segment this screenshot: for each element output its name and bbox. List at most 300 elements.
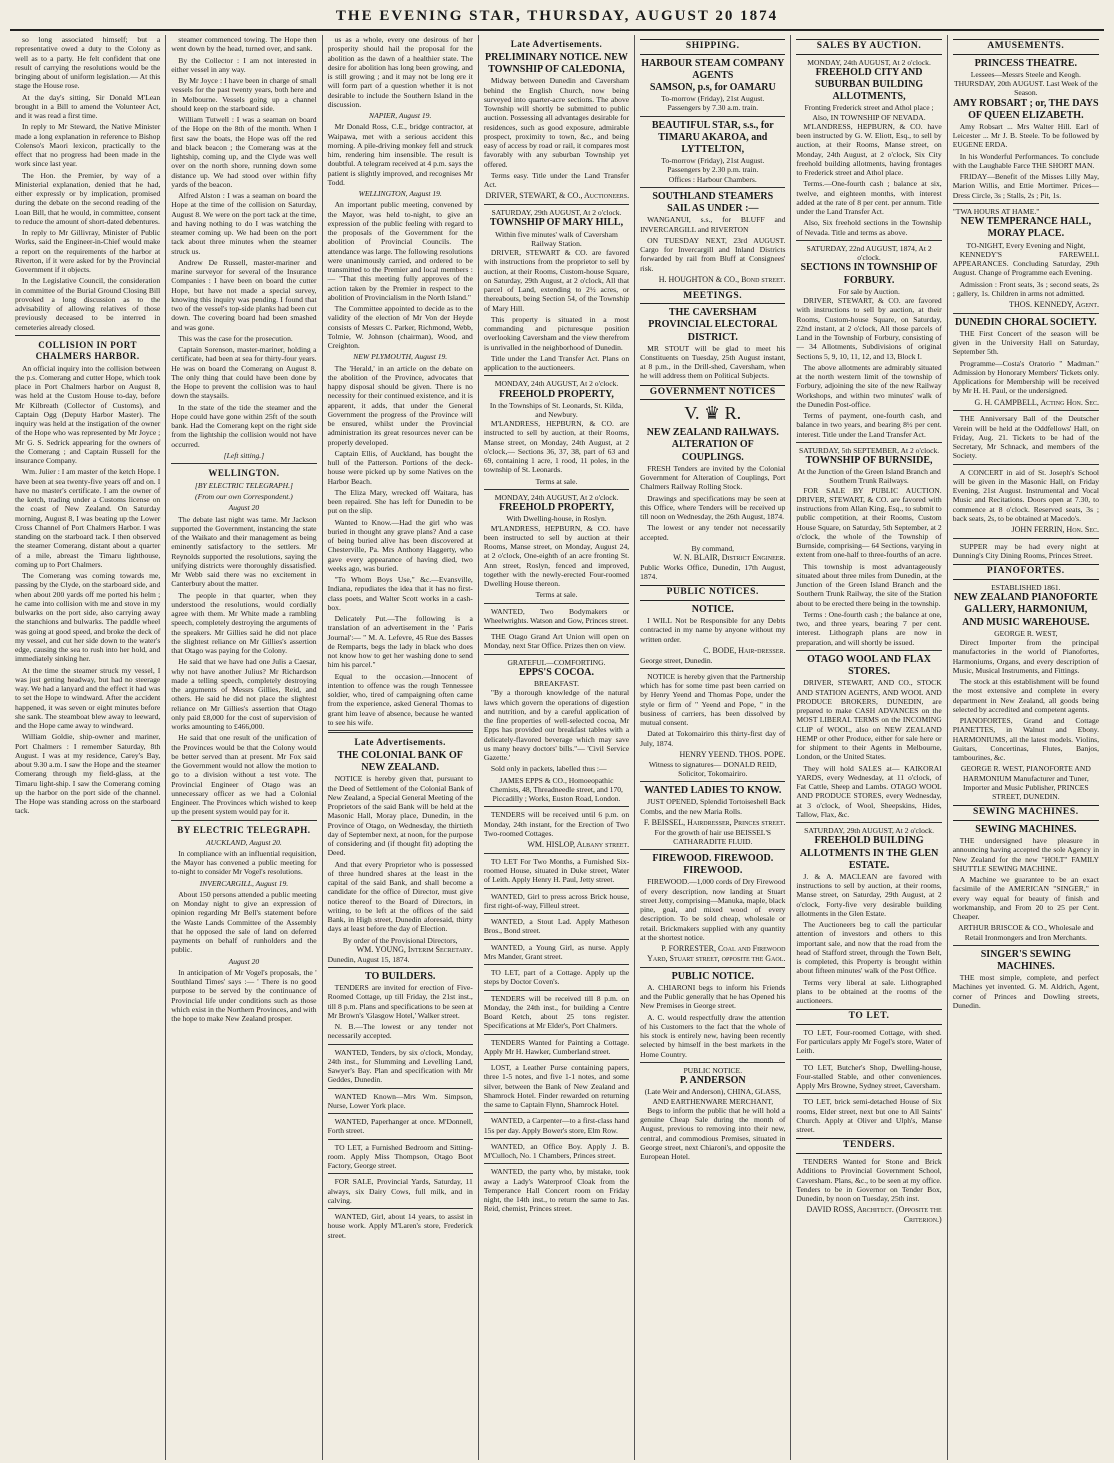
left-sitting-note: [Left sitting.] xyxy=(223,450,265,460)
divider xyxy=(328,1173,473,1174)
column-6 xyxy=(791,35,947,1460)
advertisement xyxy=(640,971,785,1059)
advertisement: WANTED, a Young Girl, as nurse. Apply Mrs Mander, Grant street. xyxy=(483,942,630,961)
advertisement xyxy=(640,403,785,581)
section-heading-auctions: SALES BY AUCTION. xyxy=(796,39,941,55)
section-heading-meetings: MEETINGS. xyxy=(640,289,785,305)
ad-note: Title under the Land Transfer Act. Plans on application to the auctioneers. xyxy=(483,353,630,373)
advertisement xyxy=(953,317,1099,408)
ad-body: A Machine we guarantee to be an exact facsimile of the AMERICAN "SINGER," in every way equal for beauty of finish and workmanship, and From 20 to 25 per Cent. Cheaper. xyxy=(952,875,1099,922)
advertisement: SUPPER may be had every night at Dunning's City Dining Rooms, Princes Street. xyxy=(952,541,1099,561)
ad-title: FREEHOLD CITY AND SUBURBAN BUILDING ALLOTMENTS, xyxy=(815,66,924,103)
column-4 xyxy=(479,35,635,1460)
byline: (From our own Correspondent.) xyxy=(195,492,293,502)
advertisement: TO LET, Four-roomed Cottage, with shed. For particulars apply Mr Fogel's store, Water of Leith. xyxy=(796,1027,942,1056)
ad-body: Drawings and specifications may be seen at this Office, where Tenders will be received up till noon on Wednesday, the 26th August, 1874. xyxy=(640,493,786,522)
article-paragraph: In the state of the tide the steamer and the Hope could have gone within 25ft of the south bank. Had the Comerang kept on the right side from the lightship the collision would not have occurred. xyxy=(171,402,317,449)
column-2 xyxy=(166,35,322,1460)
advertisement xyxy=(796,446,941,647)
ad-body: M'LANDRESS, HEPBURN, & CO. are instructed to sell by auction, at their Rooms, Manse street, on Monday, 24th August, at 2 o'clock,— Sections 36, 37, 38, part of 63 and 69, containing 1 acre, 1 rood, 11 poles, in the township of St. Leonards. xyxy=(483,419,630,475)
ad-body: TENDERS are invited for erection of Five-Roomed Cottage, up till Friday, the 21st inst., till 8 p.m. Plans and specifications to be seen at Mr Brown's 'Glasgow Hotel,' Walker street. xyxy=(327,983,473,1020)
advertisement xyxy=(796,244,941,439)
divider xyxy=(640,1062,785,1063)
advertisement: THE Anniversary Ball of the Deutscher Verein will be held at the Oddfellows' Hall, on Friday, Aug. 21. Tickets to be had of the Secretary, Mr Schnack, and members of the Society. xyxy=(952,414,1099,461)
ad-title: TOWNSHIP OF BURNSIDE, xyxy=(805,455,933,467)
ad-body: Sold only in packets, labelled thus :— xyxy=(490,764,607,774)
ad-body: To-morrow (Friday), 21st August. xyxy=(661,94,765,104)
advertisement: WANTED, the party who, by mistake, took away a Lady's Waterproof Cloak from the Temperance Hall Concert room on Friday night, the 14th inst., to return the same to Jas. Reid, chemist, Princes street. xyxy=(483,1167,630,1214)
article-paragraph: In anticipation of Mr Vogel's proposals, the ' Southland Times' says :— ' There is no good purpose to be served by the continuance of Provincial life under conditions such as those which exist in the Northern Provinces, and with the hope to make New Zealand prosper. xyxy=(171,967,317,1024)
section-heading-amusements: AMUSEMENTS. xyxy=(953,39,1099,55)
article-paragraph: The Comerang was coming towards me, passing by the Clyde, on the starboard side, and when about 200 yards off me ported his helm ; he came into collision with me and stove in my bulwarks on the port side, also carrying away the stanchions and bulwarks. The paddle wheel was going at good speed, and broke the deck of my vessel, and cut her side down to the water's edge, causing the sea to rush into her hold, and immediately sinking her. xyxy=(15,571,161,664)
ad-date: MONDAY, 24th AUGUST, At 2 o'clock. xyxy=(807,57,931,67)
article-paragraph: In reply to Mr Steward, the Native Minister made a long explanation in reference to Bishop Colenso's Maori lexicon, practically to the effect that no progress had been made in the work since last year. xyxy=(15,122,161,169)
article-paragraph: In the Legislative Council, the consideration in committee of the Burial Ground Closing Bill provoked a long discussion as to the advisability of allowing relatives of those previously deceased to be interred in cemeteries already closed. xyxy=(15,276,161,332)
ad-title: TO BUILDERS. xyxy=(365,970,436,982)
divider xyxy=(640,781,785,782)
divider xyxy=(328,1044,473,1045)
ad-established: ESTABLISHED 1861. xyxy=(991,583,1061,593)
ad-sub: Within five minutes' walk of Caversham Railway Station. xyxy=(495,229,618,248)
advertisement xyxy=(328,971,473,1041)
ad-witness: Witness to signatures— DONALD REID, Solicitor, Tokomairiro. xyxy=(648,759,777,778)
ad-title: NOTICE. xyxy=(691,603,734,615)
ad-sub: At the Junction of the Green Island Branch and Southern Trunk Railways. xyxy=(797,467,941,486)
ad-signature: JOHN FERRIN, Hon. Sec. xyxy=(1011,525,1099,535)
advertisement: THE Otago Grand Art Union will open on Monday, next Star Office. Prizes then on view. xyxy=(483,632,630,651)
ad-place: George street, Dunedin. xyxy=(640,655,713,665)
section-heading-public-notices: PUBLIC NOTICES. xyxy=(640,585,785,601)
ad-body: THE undersigned have pleasure in announcing having accepted the sole Agency in New Zealand for the new "HOLT" FAMILY SHUTTLE SEWING MACHINE. xyxy=(952,836,1099,873)
article-paragraph: In reply to Mr Gillivray, Minister of Public Works, said the Engineer-in-Chief would make a report on the requirements of the harbor at Riverton, if it were asked for by the Provincial Government if it objects. xyxy=(15,228,161,274)
article-paragraph: At the day's sitting, Sir Donald M'Lean brought in a Bill to amend the Volunteer Act, and it was read a first time. xyxy=(15,92,161,120)
dateline: AUCKLAND, August 20. xyxy=(206,837,282,847)
ad-title: FIREWOOD. FIREWOOD. FIREWOOD. xyxy=(652,853,774,877)
article-paragraph: Wm. Julier : I am master of the ketch Hope. I have been at sea twenty-five years off and on. I have no master's certificate. I am the owner of the ketch, trading under a Customs license on the coast of New Zealand. On Saturday morning, August 8, I was beating up the Lower Cross Channel of Port Chalmers Harbor. I was standing on the starboard tack. I then observed the steamer Comerang, distant about a quarter of a mile, abreast the Timaru lighthouse, coming up to Port Chalmers. xyxy=(15,467,161,569)
ad-sub: Lessees—Messrs Steele and Keogh. THURSDAY, 20th AUGUST. Last Week of the Season. xyxy=(953,69,1098,98)
ad-body: FRESH Tenders are invited by the Colonial Government for Alteration of Couplings, Port Chalmers Railway Rolling Stock. xyxy=(640,463,786,492)
ad-title: GRATEFUL—COMFORTING. xyxy=(507,657,606,667)
ad-body: THE First Concert of the season will be given in the University Hall on Saturday, September 5th. xyxy=(952,328,1099,357)
divider xyxy=(484,1059,629,1060)
dateline: NEW PLYMOUTH, August 19. xyxy=(353,352,448,362)
dateline: August 20 xyxy=(228,956,260,966)
advertisement xyxy=(484,208,629,372)
ad-title: NEW ZEALAND RAILWAYS. ALTERATION OF COUPLINGS. xyxy=(646,427,779,463)
section-heading-government: GOVERNMENT NOTICES xyxy=(640,385,785,401)
ad-note: Passengers by 7.30 a.m. train. xyxy=(667,103,759,113)
article-paragraph: An important public meeting, convened by the Mayor, was held to-night, to give an expression of the public feeling with regard to the proposals of the Government for the abolition of Provincial Councils. The attendance was large. The following resolutions were unanimously carried, and ordered to be transmitted to the Premier and local members :— "That this meeting fully approves of the action taken by the Premier in respect to the abolition of Provincialism in the North Island." xyxy=(327,200,473,302)
ad-name: GEORGE R. WEST, xyxy=(994,628,1058,638)
ad-body: Begs to inform the public that he will hold a genuine Cheap Sale during the month of August, previous to removing into their new, central, and commodious Premises, situated in George street, next Chiaroni's, and opposite the European Hotel. xyxy=(640,1105,786,1162)
ad-title: NEW ZEALAND PIANOFORTE GALLERY, HARMONIUM, AND MUSIC WAREHOUSE. xyxy=(953,592,1098,628)
article-paragraph: The debate last night was tame. Mr Jackson supported the Government, instancing the state of the Waikato and their management as being eminently satisfactory to the settlers. Mr Reynolds supported the resolutions, saying the unifying districts were thoroughly dissatisfied. Mr Webb said there was no excitement in Canterbury about the matter. xyxy=(171,514,317,589)
section-heading-shipping: SHIPPING. xyxy=(640,39,785,55)
ad-signature: ARTHUR BRISCOE & CO., Wholesale and Retail Ironmongers and Iron Merchants. xyxy=(958,923,1094,942)
ad-signature: WM. HISLOP, Albany street. xyxy=(527,840,630,850)
divider xyxy=(15,335,160,336)
ad-body: THE most simple, complete, and perfect Machines yet invented. G. M. Aldrich, Agent, corner of Princes and Dowling streets, Dunedin. xyxy=(952,973,1099,1010)
ad-body: FIREWOOD.—1,000 cords of Dry Firewood of every description, now landing at Stuart street Jetty, comprising—Manuka, maple, black pine, goal, and mixed wood of every description. To be sold cheap, wholesale or retail. Brickmakers supplied with any quantity at the shortest notice. xyxy=(640,877,786,942)
ad-signature: DAVID ROSS, Architect. (Opposite the Criterion.) xyxy=(806,1205,942,1225)
divider xyxy=(484,375,629,376)
divider xyxy=(796,1059,941,1060)
divider xyxy=(796,240,941,241)
divider xyxy=(484,964,629,965)
column-1 xyxy=(10,35,166,1460)
ad-title: "TWA HOURS AT HAME." xyxy=(952,206,1040,216)
ad-note: Terms very liberal at sale. Lithographed plans to be obtained at the rooms of the auctioneers. xyxy=(796,977,942,1006)
article-paragraph: "To Whom Boys Use," &c.—Evansville, Indiana, repudiates the idea that it has no first-class poets, and Walter Scott works in a cash-box. xyxy=(327,575,473,612)
ad-order: By command, xyxy=(691,543,735,553)
article-paragraph: Captain Ellis, of Auckland, has bought the hull of the Patterson. Portions of the deck-house were picked up by some Natives on the Harbor Beach. xyxy=(327,448,473,486)
divider xyxy=(328,1208,473,1209)
ad-body: MR STOUT will be glad to meet his Constituents on Tuesday, 25th August instant, at 8 p.m., in the Drill-shed, Caversham, when he will address them on Political Subjects. xyxy=(640,343,786,381)
advertisement xyxy=(640,853,785,964)
divider xyxy=(328,1113,473,1114)
ad-title: HARBOUR STEAM COMPANY AGENTS xyxy=(641,57,785,81)
advertisement xyxy=(484,52,629,201)
ad-date: SATURDAY, 22nd AUGUST, 1874, At 2 o'clock. xyxy=(806,243,932,263)
divider xyxy=(328,730,473,733)
byline: [BY ELECTRIC TELEGRAPH.] xyxy=(194,480,293,490)
divider xyxy=(953,313,1099,314)
ad-title: PRELIMINARY NOTICE. NEW TOWNSHIP OF CALEDONIA, xyxy=(485,51,628,76)
article-paragraph: He said that one result of the unification of the Provinces would be that the Colony would be better served than at present. Mr Fox said the Government would not allow the motion to go to a division without a test vote. The Provincial Engineer of Otago was an unnecessary officer as we had a Colonial Engineer. The Provinces which wished to keep up the present system would pay for it. xyxy=(171,733,317,817)
advertisement xyxy=(953,216,1099,310)
divider xyxy=(953,945,1099,946)
ad-note: Terms of payment, one-fourth cash, and balance in two years, and bearing 8½ per cent. interest. Title under the Land Transfer Act. xyxy=(796,411,942,439)
article-paragraph: By the Collector : I am not interested in either vessel in any way. xyxy=(171,55,317,74)
ad-ship: BEAUTIFUL STAR, s.s., for TIMARU AKAROA, and LYTTELTON, xyxy=(651,119,774,156)
ad-note: N. B.—The lowest or any tender not necessarily accepted. xyxy=(327,1022,473,1041)
divider xyxy=(484,806,629,807)
ad-signature: DRIVER, STEWART, & CO., Auctioneers. xyxy=(485,191,630,201)
headline-telegraph: BY ELECTRIC TELEGRAPH. xyxy=(177,824,311,835)
article-paragraph: Equal to the occasion.—Innocent of intention to offence was the rough Tennessee soldier, who, tired of campaigning often came from the experience, asked General Thomas to grant him leave of absence, because he wanted to see his wife. xyxy=(327,671,473,727)
advertisement xyxy=(640,604,785,665)
ad-signature: F. BEISSEL, Hairdresser, Princes street. xyxy=(643,817,786,827)
ad-body: NOTICE is hereby given that the Partnership which has for some time past been carried on by Henry Yeend and Thomas Pope, under the style or firm of " Yeend and Pope, " in the business of carriers, has been dissolved by mutual consent. xyxy=(640,671,786,728)
article-paragraph: us as a whole, every one desirous of her prosperity should hail the proposal for the abolition as the dawn of a healthier state. The desire for abolition has long been growing, and is still growing ; and it may not be long ere it will form part of a question whether it is not desirable to include the Southern Island in the discussion. xyxy=(327,35,473,109)
ad-order: By order of the Provisional Directors, xyxy=(342,935,458,945)
headline-collision: COLLISION IN PORT CHALMERS HARBOR. xyxy=(35,339,140,361)
advertisement xyxy=(640,785,785,846)
dateline: INVERCARGILL, August 19. xyxy=(199,878,289,888)
ad-title: FREEHOLD PROPERTY, xyxy=(499,388,614,400)
ad-body: M'LANDRESS, HEPBURN, & CO. have been instructed by G. W. Eliott, Esq., to sell by auction, at their Rooms, Manse street, on Monday, 24th August, at 2 o'clock, Six City freehold building allotments, having frontages to Frederick street and Athol place. xyxy=(796,121,942,178)
ad-office: Public Works Office, Dunedin, 17th August, 1874. xyxy=(640,562,786,582)
advertisement xyxy=(640,58,785,113)
ad-note: Terms.—One-fourth cash ; balance at six, twelve, and eighteen months, with interest added at the rate of 8 per cent. per annum. Title under the Land Transfer Act. xyxy=(796,179,942,217)
divider xyxy=(640,187,785,188)
article-paragraph: Andrew De Russell, master-mariner and marine surveyor for several of the Insurance Companies : I have been on board the cutter Hope, but have not made a special survey, knowing this inquiry was pending. I found that two of the vessel's top-side planks had been cut down. The covering board had been smashed and was gone. xyxy=(171,257,317,332)
ad-body: M'LANDRESS, HEPBURN, & CO. have been instructed to sell by auction at their Rooms, Manse street, on Monday, August 24, at 2 o'clock, One-eighth of an acre fronting St. Ann street, Roslyn, fenced and improved, together with the newly-erected Four-roomed Dwelling House thereon. xyxy=(483,523,630,589)
ad-date: SATURDAY, 29th AUGUST, At 2 o'clock. xyxy=(804,826,935,836)
columns xyxy=(10,35,1104,1460)
article-paragraph: steamer commenced towing. The Hope then went down by the head, turned over, and sank. xyxy=(171,35,317,54)
ad-sub: BREAKFAST. xyxy=(533,679,580,689)
masthead xyxy=(10,8,1104,31)
advertisement xyxy=(328,750,473,964)
article-paragraph: The Eliza Mary, wrecked off Waitara, has been repaired. She has left for Dunedin to be put on the slip. xyxy=(327,487,473,516)
ad-date: SATURDAY, 29th AUGUST, At 2 o'clock. xyxy=(491,208,622,218)
ad-sub: TO-NIGHT, Every Evening and Night, xyxy=(966,240,1086,250)
advertisement: WANTED, Girl to press across Brick house, first right-of-way, Filleul street. xyxy=(483,891,630,910)
advertisement xyxy=(796,58,941,237)
ad-body: FRIDAY—Benefit of the Misses Lilly May, Marion Willis, and Ettie Mortimer. Prices—Dress Circle, 3s ; Stalls, 2s ; Pit, 1s. xyxy=(952,172,1099,200)
advertisement xyxy=(640,1066,785,1161)
article-paragraph: The Hon. the Premier, by way of a Ministerial explanation, denied that he had, either expressly or by implication, promised during the debate on the second reading of the Loan Bill, that he would, in committee, consent to reduce the amount of short-dated debentures. xyxy=(15,170,161,226)
ad-body: This property is situated in a most commanding and picturesque position overlooking Caversham and the view therefrom is unrivalled in the neighborhood of Dunedin. xyxy=(483,314,630,352)
article-paragraph: An official inquiry into the collision between the p.s. Comerang and cutter Hope, which took place in Port Chalmers harbor on August 8, was held at the Custom House to-day, before Mr Kilbreath (Collector of Customs), and Captain Ogg (Deputy Harbor Master). The inquiry was held at the instigation of the owner of the Hope who was represented by Mr Joyce ; Mr G. S. Sedrick appearing for the owners of the Comerang ; and Captain Russell for the insurance Company. xyxy=(15,363,161,466)
advertisement xyxy=(640,191,785,285)
divider xyxy=(484,628,629,629)
divider xyxy=(328,967,473,968)
advertisement: TO LET, a Furnished Bedroom and Sitting-room. Apply Miss Thompson, Otago Boot Factory, George street. xyxy=(327,1142,473,1171)
ad-body: DRIVER, STEWART & CO. are favored with instructions from the proprietor to sell by auction, at their Rooms, Custom-house Square, on Saturday, 29th August, at 2 o'clock, All that parcel of Land, extending to 2½ acres, or thereabouts, being Section 54, of the Township of Mary Hill. xyxy=(483,248,630,313)
headline-late-ads: Late Advertisements. xyxy=(354,737,446,747)
ad-body: A. C. would respectfully draw the attention of his Customers to the fact that the whole of his stock is entirely new, having been recently selected by himself in the best markets in the Home Country. xyxy=(640,1012,786,1059)
ad-title: FREEHOLD PROPERTY, xyxy=(499,502,614,514)
ad-body: DRIVER, STEWART, & CO. are favored with instructions to sell by auction, at their Rooms, Custom-house Square, on Saturday, 22nd instant, at 2 o'clock, All those parcels of Land in the Township of Forbury, consisting of— 34 Allotments, Subdivisions of original Sections 5, 9, 10, 11, 12, and 13, Block I. xyxy=(796,296,942,361)
section-heading-sewing: SEWING MACHINES. xyxy=(953,805,1099,821)
divider xyxy=(484,1034,629,1035)
ad-signature: H. HOUGHTON & CO., Bond street. xyxy=(658,274,786,284)
article-paragraph: The Committee appointed to decide as to the validity of the election of Mr Von der Heyde consists of Messrs C. Parker, Richmond, Webb, Tolmie, W. Johnson (chairman), Wood, and Creighton. xyxy=(327,304,473,350)
advertisement: WANTED, Paperhanger at once. M'Donnell, Forth street. xyxy=(327,1117,473,1136)
ad-body: The stock at this establishment will be found the most extensive and complete in every department in New Zealand, all goods being selected by accredited and competent agents. xyxy=(952,677,1099,714)
advertisement: LOST, a Leather Purse containing papers, three 1-5 notes, and five 1-1 notes, and some silver, between the Bank of New Zealand and Shamrock Hotel. Finder rewarded on returning the same to Captain Flynn, Shamrock Hotel. xyxy=(483,1063,630,1110)
advertisement xyxy=(484,379,629,486)
ad-title: FREEHOLD BUILDING ALLOTMENTS IN THE GLEN ESTATE. xyxy=(799,835,939,871)
ad-body: Programme—Costa's Oratorio " Madman." Admission by Honorary Members' Tickets only. Applications for Membership will be received by Mr H. H. Paul, or the undersigned. xyxy=(952,358,1099,396)
article-paragraph: Alfred Alston : I was a seaman on board the Hope at the time of the collision on Saturday, August 8. We were on the port tack at the time, and having nothing to do I was watching the steamer coming up. We had been on the port tack about three minutes when the steamer struck us. xyxy=(171,191,317,256)
ad-title: TOWNSHIP OF MARY HILL, xyxy=(489,217,624,229)
ad-title: OTAGO WOOL AND FLAX STORES. xyxy=(807,653,931,678)
advertisement: WANTED, Two Bodymakers or Wheelwrights. Watson and Gow, Princes street. xyxy=(483,606,630,625)
advertisement: WANTED Known—Mrs Wm. Simpson, Nurse, Lower York place. xyxy=(327,1091,473,1110)
ad-title: THE COLONIAL BANK OF NEW ZEALAND. xyxy=(337,749,463,774)
divider xyxy=(484,489,629,490)
ad-body: A. CHIARONI begs to inform his Friends and the Public generally that he has Opened his New Premises in George street. xyxy=(640,982,786,1011)
divider xyxy=(484,603,629,604)
advertisement xyxy=(484,493,629,600)
ad-signature: HENRY YEEND. THOS. POPE. xyxy=(679,749,786,759)
masthead-title: THE EVENING STAR, THURSDAY, AUGUST 20 1874 xyxy=(335,8,779,24)
divider xyxy=(953,410,1099,411)
ad-body: Midway between Dunedin and Caversham behind the English Church, now being surveyed into quarter-acre sections. The above Township will shortly be submitted to public auction. Possessing all advantages desirable for residences, such as good exposure, admirable prospect, proximity to town, &c., and being easy of access by road or rail, it compares most favorably with any suburban Township yet offered. xyxy=(483,76,630,169)
ad-signature: P. FORRESTER, Coal and Firewood Yard, Stuart street, opposite the Gaol. xyxy=(647,944,786,963)
ad-sub: With Dwelling-house, in Roslyn. xyxy=(506,514,607,524)
advertisement-princess-theatre xyxy=(953,58,1099,200)
ad-body: DRIVER, STEWART, AND CO., STOCK AND STATION AGENTS, AND WOOL AND PRODUCE BROKERS, DUNEDIN, are prepared to make CASH ADVANCES on the MOST LIBERAL TERMS on the INCOMING CLIP of WOOL, also on NEW ZEALAND HEMP or other Produce, either for sale here or for shipment to their Agents in Melbourne, London, or the United States. xyxy=(796,678,942,762)
ad-signature: THOS. KENNEDY, Agent. xyxy=(1009,300,1099,310)
dateline: NAPIER, August 19. xyxy=(369,111,432,120)
article-paragraph: William Tutwell : I was a seaman on board of the Hope on the 8th of the month. When I first saw the boats, the Hope was off the red and black beacon ; the Comerang was at the lightship, coming up, and the Clyde was well over on the north shore, running down some distance up. We had stood over within fifty yards of the beacon. xyxy=(171,115,317,189)
ad-title: DUNEDIN CHORAL SOCIETY. xyxy=(955,316,1097,328)
ad-star: AMY ROBSART ; or, THE DAYS OF QUEEN ELIZABETH. xyxy=(953,97,1099,121)
advertisement: WANTED, Girl, about 14 years, to assist in house work. Apply M'Laren's store, Frederick street. xyxy=(327,1212,473,1240)
ad-body: "By a thorough knowledge of the natural laws which govern the operations of digestion and nutrition, and by a careful application of the fine properties of well-selected cocoa, Mr Epps has provided our breakfast tables with a delicately-flavored beverage which may save us many heavy doctors' bills."— 'Civil Service Gazette.' xyxy=(483,688,630,763)
divider xyxy=(640,849,785,850)
advertisement xyxy=(953,824,1099,942)
article-paragraph: The 'Herald,' in an article on the debate on the abolition of the Province, advocates that happy disposal should be given. There is no necessity for their continued existence, and it is apparent, it adds, that under the General Government the progress of the Province will be ensured, whilst under the Provincial administration its great resources never can be properly developed. xyxy=(327,363,473,447)
article-paragraph: In compliance with an influential requisition, the Mayor has convened a public meeting for to-night to consider Mr Vogel's resolutions. xyxy=(171,848,317,877)
ad-sub: In the Townships of St. Leonards, St. Kilda, and Newbury. xyxy=(489,400,624,419)
ad-title: WANTED LADIES TO KNOW. xyxy=(644,785,782,797)
divider xyxy=(484,853,629,854)
article-paragraph: Mr Donald Ross, C.E., bridge contractor, at Waipawa, met with a serious accident this morning. A pile-driving monkey fell and struck him, rendering him insensible. The result is doubtful. A telegram received at 4 p.m. says the patient is slightly improved, and recognises Mr Todd. xyxy=(327,122,473,187)
ad-title: SEWING MACHINES. xyxy=(975,823,1077,835)
article-paragraph: Wanted to Know.—Had the girl who was buried in thought any grave plans? And a case of being buried alive has been discovered at Chesterville, Pa. Mrs Anthony Haggerty, who gave every appearance of having died, two weeks ago, was buried. xyxy=(327,517,473,573)
ad-sub: For sale by Auction. xyxy=(838,286,900,296)
advertisement: TENDERS will be received till 8 p.m. on Monday, the 24th inst., for building a Centre Board Ketch, about 25 tons register. Specifications at Mr Elder's, Port Chalmers. xyxy=(483,993,630,1031)
advertisement: WANTED, a Carpenter—to a first-class hand 15s per day. Apply Bower's store, Elm Row. xyxy=(483,1116,630,1135)
ad-body: In his Wonderful Performances. To conclude with the Laughable Farce THE SHORT MAN. xyxy=(952,151,1099,170)
headline-late-ads: Late Advertisements. xyxy=(510,39,603,49)
dateline: WELLINGTON, August 19. xyxy=(358,189,442,198)
advertisement: WANTED, an Office Boy. Apply J. B. M'Culloch, No. 1 Chambers, Princes street. xyxy=(483,1141,630,1161)
ad-note: Also, Six freehold sections in the Township of Nevada. Title and terms as above. xyxy=(796,218,942,237)
ad-body: KENNEDY'S FAREWELL APPEARANCES. Concluding Saturday, 29th August. Change of Programme each Evening. xyxy=(952,249,1099,278)
ad-signature: G. H. CAMPBELL, Acting Hon. Sec. xyxy=(974,397,1099,407)
divider xyxy=(328,1088,473,1089)
advertisement: WANTED, Tenders, by six o'clock, Monday, 24th inst., for Slumming and Levelling Land, Sawyer's Bay. Plan and specification with Mr Geddes, Dunedin. xyxy=(327,1047,473,1085)
ad-body: I WILL Not be Responsible for any Debts contracted in my name by anyone without my written order. xyxy=(640,616,786,644)
ad-title: THE CAVERSHAM PROVINCIAL ELECTORAL DISTRICT. xyxy=(648,307,778,343)
ad-title: SOUTHLAND STEAMERS SAIL AS UNDER :— xyxy=(652,190,774,215)
ad-body: ON TUESDAY NEXT, 23rd AUGUST. Cargo for Invercargill and Inland Districts forwarded by rail from Bluff at Consignees' risk. xyxy=(640,235,786,273)
article-paragraph: William Goldie, ship-owner and mariner, Port Chalmers : I remember Saturday, 8th August. I was at my residence, Carey's Bay, about 9.30 a.m. I saw the Hope and the steamer Comerang through my field-glass, at the Timaru light-ship. I saw the Comerang coming up the harbor on the port side of the channel. The Hope was standing across on the starboard tack. xyxy=(15,732,161,816)
ad-ship: SAMSON, p.s, for OAMARU xyxy=(649,81,776,93)
divider xyxy=(484,888,629,889)
ad-body: J. & A. MACLEAN are favored with instructions to sell by auction, at their rooms, Manse street, on Saturday, 29th August, at 2 o'clock, Forty-five very desirable building allotments in the Glen Estate. xyxy=(796,871,942,918)
divider xyxy=(640,116,785,117)
ad-body: This township is most advantageously situated about three miles from Dunedin, at the Junction of the Green Island Branch and the Southern Trunk Railway, the site of the Station about to be erected there being in the township. xyxy=(796,561,942,608)
advertisement: TO LET For Two Months, a Furnished Six-roomed House, situated in Duke street, Water of Leith. Apply Henry H. Paul, Jetty street. xyxy=(483,856,630,885)
ad-body: Amy Robsart ... Mrs Walter Hill. Earl of Leicester ... Mr J. B. Steele. To be followed by EUGENE ERDA. xyxy=(952,121,1099,150)
ad-terms: Terms at sale. xyxy=(535,590,578,600)
ad-body: And that every Proprietor who is possessed of three hundred shares at the least in the capital of the said Bank, and shall become a candidate for the office of Director, must give notice thereof to the Board of Directors, in writing, to be left at the offices of the said Bank, in High street, Dunedin aforesaid, thirty days at least before the day of Election. xyxy=(327,859,473,934)
ad-brand: P. ANDERSON xyxy=(679,1075,746,1087)
ad-title: SINGER'S SEWING MACHINES. xyxy=(980,948,1071,973)
advertisement xyxy=(796,826,941,1005)
ad-body: TENDERS Wanted for Stone and Brick Additions to Provincial Government School, Caversham. Plans, &c., to be seen at my office. Tenders to be in Governor on Tender Box, Dunedin, by noon on Tuesday, 25th inst. xyxy=(796,1157,942,1204)
ad-signature: W. N. BLAIR, District Engineer. xyxy=(673,553,786,563)
divider xyxy=(171,463,316,464)
divider xyxy=(484,204,629,205)
ad-sub: Fronting Frederick street and Athol place ; Also, IN TOWNSHIP OF NEVADA. xyxy=(804,103,934,122)
ad-body: JUST OPENED, Splendid Tortoiseshell Back Combs, and the new Maria Rolls. xyxy=(640,797,786,816)
ad-body: PIANOFORTES, Grand and Cottage PIANETTES, in Walnut and Ebony. HARMONIUMS, all the latest models. Violins, Guitars, Concertinas, Flutes, Banjos, tambourines, &c. xyxy=(952,716,1099,763)
divider xyxy=(328,1139,473,1140)
ad-date: Dated at Tokomairiro this thirty-first day of July, 1874. xyxy=(640,729,786,748)
ad-signature: GEORGE R. WEST, PIANOFORTE AND HARMONIUM Manufacturer and Tuner, Importer and Music Publisher, PRINCES STREET, DUNEDIN. xyxy=(960,764,1091,802)
advertisement xyxy=(796,1157,941,1225)
article-paragraph: At the time the steamer struck my vessel, I was just getting headway, but had no steerage way. We had a lanyard and the effect it had was to set the Hope to windward. After the accident happened, it was seven or eight minutes before she sank. The steamboat blew away to leeward, and the Hope came away to windward. xyxy=(15,665,161,731)
article-paragraph: The people in that quarter, when they understood the resolutions, would cordially agree with them. Mr White made a rambling speech, completely destroying the arguments of the speakers. Mr Gillies said he did not place the slightest reliance on Mr Gillies's assertion that Otago was paying for the Colony. xyxy=(171,590,317,656)
divider xyxy=(484,1112,629,1113)
divider xyxy=(484,939,629,940)
ad-terms: Terms at sale. xyxy=(535,476,578,486)
divider xyxy=(484,1163,629,1164)
divider xyxy=(796,650,941,651)
ad-note: Passengers by 2.30 p.m. train. xyxy=(667,165,759,175)
ad-note: The lowest or any tender not necessarily accepted. xyxy=(640,523,786,542)
ad-note: Terms easy. Title under the Land Transfer Act. xyxy=(483,170,630,190)
divider xyxy=(484,654,629,655)
advertisement xyxy=(953,949,1099,1010)
section-heading-to-let: TO LET. xyxy=(796,1009,941,1025)
ad-body: TENDERS will be received until 6 p.m. on Monday, 24th instant, for the Erection of Two Two-roomed Cottages. xyxy=(483,810,630,838)
ad-body: Direct Importer from the principal manufactories in the world of Pianofortes, Harmoniums, Organs, and every description of Music, Musical Instruments, and Fittings. xyxy=(952,638,1099,675)
column-3 xyxy=(323,35,479,1460)
ad-title: PRINCESS THEATRE. xyxy=(974,57,1078,69)
ad-sub: (Late Weir and Anderson), CHINA, GLASS, AND EARTHENWARE MERCHANT, xyxy=(644,1087,781,1106)
advertisement xyxy=(640,120,785,184)
divider xyxy=(484,990,629,991)
advertisement: TO LET, Butcher's Shop, Dwelling-house, Four-stalled Stable, and other conveniences. Apply Mrs Browne, Sydney street, Caversham. xyxy=(796,1062,942,1091)
divider xyxy=(484,913,629,914)
article-paragraph: By Mr Joyce : I have been in charge of small vessels for the past twenty years, both here and in Melbourne. Vessels going up a channel should keep on the starboard side. xyxy=(171,76,317,113)
divider xyxy=(171,820,316,821)
divider xyxy=(953,538,1099,539)
ad-body: A CONCERT in aid of St. Joseph's School will be given in the Masonic Hall, on Friday Evening, 21st August. Instrumental and Vocal Music and Recitations. Doors open at 7.30, to commence at 8 o'clock. Reserved seats, 3s ; back seats, 2s, to be obtained at Macedo's. xyxy=(952,467,1099,523)
advertisement xyxy=(484,810,629,850)
advertisement xyxy=(953,468,1099,535)
divider xyxy=(484,1138,629,1139)
dateline: August 20 xyxy=(228,503,260,513)
ad-title: PUBLIC NOTICE. xyxy=(683,1065,743,1075)
ad-date: MONDAY, 24th AUGUST, At 2 o'clock. xyxy=(494,492,619,502)
article-paragraph: This was the case for the prosecution. xyxy=(178,333,293,343)
ad-body: The Auctioneers beg to call the particular attention of investors and others to this important sale, and now that the road from the head of Stafford street, through the Town Belt, is completed, this Property is brought within about fifteen minutes' walk of the Post Office. xyxy=(796,920,942,976)
ad-title: SECTIONS IN TOWNSHIP OF FORBURY. xyxy=(800,262,938,286)
advertisement-epps-cocoa xyxy=(484,658,629,804)
ad-date: SATURDAY, 5th SEPTEMBER, At 2 o'clock. xyxy=(798,445,940,455)
ad-body: FOR SALE BY PUBLIC AUCTION. DRIVER, STEWART, & CO. are favored with instructions from Allan King, Esq., to submit to public competition, at their Rooms, Custom House Square, on Saturday, 5th September, at 2 o'clock, the whole of the Township of Burnside, comprising— 64 Sections, varying in extent from one-half to three-fourths of an acre. xyxy=(796,485,942,560)
advertisement: TENDERS Wanted for Painting a Cottage. Apply Mr H. Hawker, Cumberland street. xyxy=(483,1037,630,1056)
ad-signature: C. BODE, Hair-dresser. xyxy=(703,645,786,655)
ad-date: MONDAY, 24th AUGUST, At 2 o'clock. xyxy=(494,379,619,389)
advertisement: WANTED, a Stout Lad. Apply Matheson Bros., Bond street. xyxy=(483,917,630,936)
divider xyxy=(953,203,1099,204)
ad-title: PUBLIC NOTICE. xyxy=(671,970,754,982)
column-7 xyxy=(948,35,1104,1460)
advertisement: FOR SALE, Provincial Yards, Saturday, 11 always, six Dairy Cows, full milk, and in calving. xyxy=(327,1177,473,1205)
advertisement: TO LET, brick semi-detached House of Six rooms, Elder street, next but one to All Saints' Church. Apply at Oliver and Ulph's, Manse street. xyxy=(796,1097,942,1135)
divider xyxy=(953,464,1099,465)
ad-date: Dunedin, August 15, 1874. xyxy=(327,954,410,964)
ad-body: To-morrow (Friday), 21st August. xyxy=(661,156,765,166)
advertisement xyxy=(796,654,941,819)
headline-wellington: WELLINGTON. xyxy=(208,468,280,478)
divider xyxy=(640,967,785,968)
ad-brand: EPPS'S COCOA. xyxy=(518,666,594,678)
divider xyxy=(796,822,941,823)
ad-body: NOTICE is hereby given that, pursuant to the Deed of Settlement of the Colonial Bank of New Zealand, a Special General Meeting of the Proprietors of the said Bank will be held at the Masonic Hall, Moray place, Dunedin, in the Province of Otago, on Wednesday, the thirtieth day of September next, at noon, for the purpose of considering and (if thought fit) adopting the Deed. xyxy=(327,774,473,858)
advertisement xyxy=(640,672,785,778)
ad-signature: Offices : Harbour Chambers. xyxy=(668,174,757,184)
ad-body: The above allotments are admirably situated at the north western limit of the township of Forbury, adjoining the site of the new Railway Workshops, and within two minutes' walk of the Dunedin Post-office. xyxy=(796,362,942,409)
divider xyxy=(796,442,941,443)
ad-note: Terms : One-fourth cash ; the balance at one, two, and three years, bearing 7 per cent. interest. Lithograph plans are now in preparation, and will shortly be issued. xyxy=(796,609,942,647)
article-paragraph: Captain Sorenson, master-mariner, holding a certificate, had been at sea for thirty-four years. He was on board the Comerang on August 8. The only thing that could have been done by the Hope to prevent the collision was to haul down the staysails. xyxy=(171,345,317,401)
ad-note: For the growth of hair use BEISSEL'S CATHARADITE FLUID. xyxy=(654,827,772,846)
divider xyxy=(796,1093,941,1094)
ad-ship: WANGANUI, s.s., for BLUFF and INVERCARGILL and RIVERTON xyxy=(640,215,786,234)
